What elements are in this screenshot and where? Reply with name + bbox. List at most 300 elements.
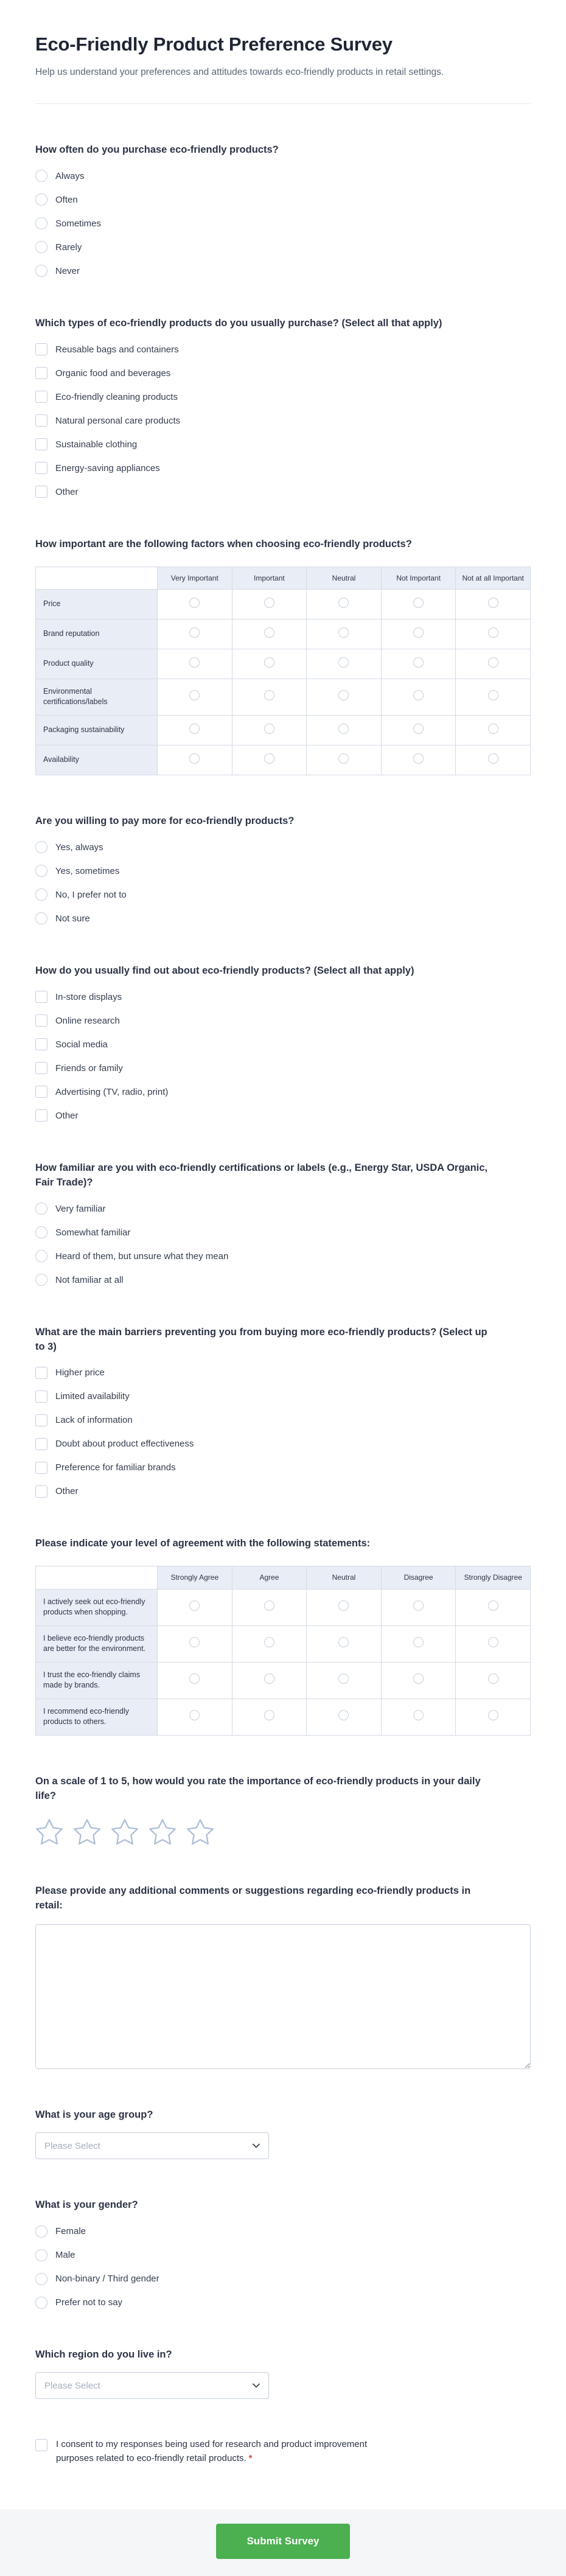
matrix-cell[interactable]	[381, 1698, 456, 1735]
matrix-cell[interactable]	[381, 619, 456, 649]
option-label: Never	[55, 265, 80, 276]
matrix-cell[interactable]	[232, 745, 307, 775]
radio-icon	[264, 1600, 274, 1611]
option-label: Male	[55, 2250, 75, 2261]
radio-icon	[189, 1600, 200, 1611]
radio-option[interactable]	[35, 2249, 531, 2261]
select-placeholder: Please Select	[44, 2140, 100, 2151]
checkbox-icon	[35, 991, 47, 1003]
option-label: Not familiar at all	[55, 1274, 124, 1285]
option-label: Other	[55, 1110, 79, 1121]
matrix-cell[interactable]	[381, 679, 456, 715]
option-label: In-store displays	[55, 991, 122, 1002]
matrix-cell[interactable]	[307, 1589, 382, 1625]
checkbox-icon	[35, 1485, 47, 1498]
matrix-cell[interactable]	[232, 1589, 307, 1625]
radio-icon	[35, 2273, 47, 2285]
radio-option[interactable]	[35, 2272, 531, 2285]
radio-icon	[189, 1637, 200, 1647]
radio-icon	[264, 657, 274, 668]
matrix-column-header: Strongly Disagree	[456, 1566, 531, 1589]
matrix-cell[interactable]	[456, 649, 531, 679]
radio-icon	[35, 1202, 47, 1215]
option-label: Not sure	[55, 913, 90, 924]
matrix-corner-cell	[36, 1566, 158, 1589]
options-list	[35, 170, 531, 277]
checkbox-icon	[35, 1462, 47, 1474]
radio-option[interactable]	[35, 265, 531, 277]
radio-icon	[189, 657, 200, 668]
matrix-cell[interactable]	[307, 589, 382, 619]
submit-button[interactable]: Submit Survey	[216, 2524, 349, 2559]
question-discovery-channels	[35, 964, 531, 1122]
checkbox-icon	[35, 1367, 47, 1379]
matrix-cell[interactable]	[456, 745, 531, 775]
checkbox-icon	[35, 1014, 47, 1027]
question-label: How do you usually find out about eco-friendly products? (Select all that apply)	[35, 965, 414, 976]
matrix-cell[interactable]	[381, 1662, 456, 1698]
radio-icon	[35, 1250, 47, 1262]
option-label: Organic food and beverages	[55, 368, 171, 379]
radio-icon	[264, 753, 274, 764]
radio-icon	[35, 865, 47, 877]
radio-option[interactable]	[35, 2296, 531, 2309]
checkbox-icon	[35, 1391, 47, 1403]
matrix-row-label: I actively seek out eco-friendly products when shopping.	[36, 1589, 158, 1625]
option-label: Higher price	[55, 1367, 105, 1378]
radio-icon	[413, 627, 424, 638]
radio-option[interactable]	[35, 888, 531, 901]
matrix-row-label: Price	[36, 589, 158, 619]
matrix-row-label: Product quality	[36, 649, 158, 679]
radio-icon	[338, 1710, 349, 1720]
matrix-cell[interactable]	[456, 715, 531, 745]
radio-option[interactable]	[35, 1202, 531, 1215]
matrix-row	[36, 589, 531, 619]
matrix-cell[interactable]	[456, 1589, 531, 1625]
checkbox-option[interactable]	[35, 1414, 531, 1426]
checkbox-icon	[35, 414, 47, 427]
option-label: Non-binary / Third gender	[55, 2274, 159, 2285]
question-pay-more	[35, 814, 531, 925]
matrix-column-header: Disagree	[381, 1566, 456, 1589]
checkbox-option[interactable]	[35, 438, 531, 451]
question-comments	[35, 1884, 531, 2069]
star-icon	[186, 1819, 214, 1845]
question-label: How often do you purchase eco-friendly products?	[35, 144, 279, 155]
matrix-cell[interactable]	[232, 1662, 307, 1698]
matrix-cell[interactable]	[307, 679, 382, 715]
matrix-cell[interactable]	[456, 1698, 531, 1735]
radio-icon	[338, 657, 349, 668]
checkbox-option[interactable]	[35, 991, 531, 1004]
matrix-cell[interactable]	[307, 649, 382, 679]
matrix-row-label: Availability	[36, 745, 158, 775]
radio-icon	[35, 194, 47, 206]
radio-icon	[413, 1600, 424, 1611]
matrix-row	[36, 619, 531, 649]
checkbox-icon	[35, 367, 47, 379]
option-label: Rarely	[55, 242, 82, 253]
checkbox-icon	[35, 1062, 47, 1074]
radio-icon	[264, 627, 274, 638]
radio-option[interactable]	[35, 865, 531, 878]
radio-icon	[488, 753, 498, 764]
matrix-header-row	[36, 1566, 531, 1589]
checkbox-icon	[35, 1438, 47, 1450]
select-placeholder: Please Select	[44, 2380, 100, 2391]
option-label: Limited availability	[55, 1391, 130, 1402]
matrix-cell[interactable]	[307, 715, 382, 745]
consent-checkbox-row[interactable]	[35, 2438, 531, 2465]
star-icon	[111, 1819, 139, 1845]
consent-label: I consent to my responses being used for research and product improvement purposes related to eco-friendly retail products. *	[56, 2439, 368, 2463]
radio-option[interactable]	[35, 912, 531, 925]
checkbox-option[interactable]	[35, 1062, 531, 1075]
checkbox-option[interactable]	[35, 1461, 531, 1474]
radio-icon	[189, 690, 200, 700]
form-header	[35, 33, 531, 79]
question-label: Please indicate your level of agreement with the following statements:	[35, 1538, 371, 1549]
radio-option[interactable]	[35, 1226, 531, 1239]
radio-icon	[488, 1600, 498, 1611]
matrix-cell[interactable]	[158, 649, 232, 679]
radio-icon	[488, 598, 498, 608]
matrix-cell[interactable]	[232, 589, 307, 619]
matrix-cell[interactable]	[232, 715, 307, 745]
matrix-cell[interactable]	[307, 1625, 382, 1662]
radio-icon	[35, 841, 47, 853]
matrix-cell[interactable]	[232, 1625, 307, 1662]
option-label: Yes, sometimes	[55, 865, 120, 876]
question-agreement-matrix	[35, 1537, 531, 1735]
option-label: Somewhat familiar	[55, 1227, 131, 1238]
matrix-column-header: Agree	[232, 1566, 307, 1589]
matrix-column-header: Not Important	[381, 567, 456, 589]
matrix-column-header: Neutral	[307, 1566, 382, 1589]
option-label: Other	[55, 1486, 79, 1497]
matrix-cell[interactable]	[307, 745, 382, 775]
option-label: Sustainable clothing	[55, 439, 138, 450]
matrix-cell[interactable]	[456, 1662, 531, 1698]
question-product-types	[35, 316, 531, 498]
checkbox-icon	[35, 438, 47, 450]
question-label: Which region do you live in?	[35, 2349, 172, 2361]
matrix-cell[interactable]	[158, 715, 232, 745]
radio-option[interactable]	[35, 170, 531, 183]
matrix-cell[interactable]	[158, 745, 232, 775]
checkbox-option[interactable]	[35, 462, 531, 475]
question-label: Please provide any additional comments or suggestions regarding eco-friendly products in retail:	[35, 1885, 471, 1911]
chevron-down-icon	[253, 2143, 260, 2148]
option-label: Other	[55, 486, 79, 497]
radio-option[interactable]	[35, 194, 531, 206]
matrix-cell[interactable]	[232, 679, 307, 715]
matrix-column-header: Not at all Important	[456, 567, 531, 589]
matrix-cell[interactable]	[158, 1698, 232, 1735]
question-label: Are you willing to pay more for eco-friendly products?	[35, 815, 295, 826]
age-group-select[interactable]	[35, 2132, 269, 2159]
importance-matrix-table	[35, 567, 531, 775]
checkbox-option[interactable]	[35, 1014, 531, 1027]
checkbox-option[interactable]	[35, 414, 531, 427]
radio-icon	[35, 2297, 47, 2309]
radio-icon	[488, 627, 498, 638]
matrix-cell[interactable]	[307, 619, 382, 649]
radio-icon	[413, 724, 424, 734]
agreement-matrix-table	[35, 1566, 531, 1735]
radio-icon	[413, 1674, 424, 1684]
checkbox-option[interactable]	[35, 391, 531, 403]
option-label: Always	[55, 170, 85, 181]
option-label: Online research	[55, 1015, 120, 1026]
options-list	[35, 841, 531, 925]
matrix-column-header: Very Important	[158, 567, 232, 589]
matrix-column-header: Important	[232, 567, 307, 589]
checkbox-icon	[35, 343, 47, 355]
matrix-row-label: I believe eco-friendly products are better for the environment.	[36, 1625, 158, 1662]
radio-icon	[264, 1637, 274, 1647]
matrix-cell[interactable]	[307, 1698, 382, 1735]
radio-icon	[413, 598, 424, 608]
options-list	[35, 991, 531, 1122]
matrix-header-row	[36, 567, 531, 589]
chevron-down-icon	[253, 2383, 260, 2388]
option-label: Prefer not to say	[55, 2297, 123, 2308]
form-footer	[0, 2509, 566, 2576]
comments-textarea[interactable]	[35, 1924, 531, 2069]
question-label: How familiar are you with eco-friendly certifications or labels (e.g., Energy Star, USDA Organic, Fair Trade)?	[35, 1162, 487, 1188]
radio-option[interactable]	[35, 1274, 531, 1286]
checkbox-option[interactable]	[35, 1038, 531, 1051]
question-label: What are the main barriers preventing you from buying more eco-friendly products? (Select up to 3)	[35, 1326, 487, 1352]
radio-icon	[413, 1637, 424, 1647]
options-list	[35, 1202, 531, 1286]
checkbox-option[interactable]	[35, 1390, 531, 1403]
matrix-row	[36, 1698, 531, 1735]
matrix-row	[36, 1589, 531, 1625]
radio-option[interactable]	[35, 241, 531, 254]
question-gender	[35, 2198, 531, 2309]
checkbox-icon	[35, 1038, 47, 1050]
matrix-cell[interactable]	[158, 1625, 232, 1662]
matrix-cell[interactable]	[456, 589, 531, 619]
radio-icon	[264, 724, 274, 734]
matrix-row	[36, 649, 531, 679]
radio-icon	[35, 217, 47, 229]
radio-icon	[413, 753, 424, 764]
radio-icon	[338, 724, 349, 734]
matrix-cell[interactable]	[232, 649, 307, 679]
radio-icon	[264, 598, 274, 608]
matrix-cell[interactable]	[456, 1625, 531, 1662]
radio-icon	[488, 1710, 498, 1720]
question-label: Which types of eco-friendly products do you usually purchase? (Select all that apply)	[35, 317, 442, 329]
matrix-cell[interactable]	[381, 715, 456, 745]
radio-icon	[189, 753, 200, 764]
star-option-1[interactable]	[35, 1819, 63, 1845]
radio-icon	[413, 657, 424, 668]
radio-option[interactable]	[35, 2225, 531, 2238]
checkbox-icon	[35, 1109, 47, 1122]
question-label: What is your age group?	[35, 2109, 153, 2121]
option-label: Yes, always	[55, 842, 103, 853]
matrix-row	[36, 1625, 531, 1662]
star-icon	[35, 1819, 63, 1845]
form-title: Eco-Friendly Product Preference Survey	[35, 33, 393, 55]
option-label: Natural personal care products	[55, 415, 181, 426]
radio-icon	[35, 1274, 47, 1286]
radio-icon	[488, 690, 498, 700]
question-label: What is your gender?	[35, 2199, 138, 2211]
options-list	[35, 343, 531, 498]
option-label: Social media	[55, 1039, 108, 1050]
radio-icon	[35, 2249, 47, 2261]
radio-icon	[189, 1710, 200, 1720]
radio-icon	[338, 1637, 349, 1647]
checkbox-option[interactable]	[35, 367, 531, 380]
options-list	[35, 1366, 531, 1498]
question-label: How important are the following factors when choosing eco-friendly products?	[35, 538, 412, 550]
radio-icon	[264, 1674, 274, 1684]
option-label: Female	[55, 2226, 86, 2237]
matrix-row	[36, 679, 531, 715]
radio-icon	[264, 1710, 274, 1720]
question-age-group	[35, 2108, 531, 2159]
radio-icon	[338, 753, 349, 764]
star-rating	[35, 1819, 531, 1845]
question-importance-matrix	[35, 537, 531, 775]
radio-icon	[338, 627, 349, 638]
region-select[interactable]	[35, 2372, 269, 2399]
radio-option[interactable]	[35, 1250, 531, 1263]
matrix-row-label: Brand reputation	[36, 619, 158, 649]
matrix-row	[36, 715, 531, 745]
option-label: Advertising (TV, radio, print)	[55, 1086, 169, 1097]
question-label: On a scale of 1 to 5, how would you rate the importance of eco-friendly products in your daily life?	[35, 1775, 481, 1801]
checkbox-option[interactable]	[35, 1109, 531, 1122]
matrix-row-label: Packaging sustainability	[36, 715, 158, 745]
matrix-row-label: I trust the eco-friendly claims made by brands.	[36, 1662, 158, 1698]
checkbox-icon	[35, 1414, 47, 1426]
radio-option[interactable]	[35, 841, 531, 854]
matrix-cell[interactable]	[158, 1662, 232, 1698]
checkbox-option[interactable]	[35, 1366, 531, 1379]
option-label: Doubt about product effectiveness	[55, 1439, 194, 1450]
required-asterisk: *	[248, 2452, 253, 2463]
option-label: Heard of them, but unsure what they mean	[55, 1251, 229, 1262]
matrix-row-label: I recommend eco-friendly products to others.	[36, 1698, 158, 1735]
option-label: Sometimes	[55, 218, 102, 229]
matrix-column-header: Neutral	[307, 567, 382, 589]
star-option-4[interactable]	[148, 1819, 176, 1845]
matrix-cell[interactable]	[158, 1589, 232, 1625]
question-region	[35, 2348, 531, 2399]
radio-option[interactable]	[35, 217, 531, 230]
matrix-cell[interactable]	[232, 619, 307, 649]
radio-icon	[488, 657, 498, 668]
matrix-cell[interactable]	[381, 1625, 456, 1662]
star-option-5[interactable]	[186, 1819, 214, 1845]
radio-icon	[413, 690, 424, 700]
star-icon	[73, 1819, 101, 1845]
option-label: Lack of information	[55, 1415, 133, 1426]
option-label: Eco-friendly cleaning products	[55, 391, 178, 402]
matrix-cell[interactable]	[381, 589, 456, 619]
header-divider	[35, 103, 531, 104]
checkbox-option[interactable]	[35, 1086, 531, 1098]
option-label: Friends or family	[55, 1063, 123, 1073]
radio-icon	[189, 598, 200, 608]
star-icon	[148, 1819, 176, 1845]
radio-icon	[189, 1674, 200, 1684]
matrix-cell[interactable]	[158, 619, 232, 649]
radio-icon	[488, 1637, 498, 1647]
checkbox-option[interactable]	[35, 1485, 531, 1498]
option-label: No, I prefer not to	[55, 889, 127, 900]
radio-icon	[338, 1674, 349, 1684]
checkbox-icon	[35, 462, 47, 474]
checkbox-icon	[35, 1086, 47, 1098]
form-subtitle: Help us understand your preferences and attitudes towards eco-friendly products in retail settings.	[35, 66, 444, 77]
option-label: Energy-saving appliances	[55, 462, 160, 473]
radio-icon	[35, 170, 47, 182]
matrix-row	[36, 1662, 531, 1698]
matrix-cell[interactable]	[456, 679, 531, 715]
checkbox-icon	[35, 486, 47, 498]
radio-icon	[338, 690, 349, 700]
radio-icon	[189, 724, 200, 734]
radio-icon	[338, 1600, 349, 1611]
question-certification-familiarity	[35, 1161, 531, 1286]
matrix-row-label: Environmental certifications/labels	[36, 679, 158, 715]
matrix-corner-cell	[36, 567, 158, 589]
matrix-cell[interactable]	[381, 745, 456, 775]
radio-icon	[35, 1226, 47, 1238]
matrix-cell[interactable]	[381, 649, 456, 679]
matrix-cell[interactable]	[381, 1589, 456, 1625]
question-purchase-frequency	[35, 143, 531, 277]
question-barriers	[35, 1325, 531, 1498]
radio-icon	[35, 2225, 47, 2238]
checkbox-option[interactable]	[35, 486, 531, 498]
matrix-cell[interactable]	[307, 1662, 382, 1698]
star-option-2[interactable]	[73, 1819, 101, 1845]
question-importance-rating	[35, 1775, 531, 1846]
checkbox-option[interactable]	[35, 1437, 531, 1450]
option-label: Preference for familiar brands	[55, 1462, 176, 1473]
radio-icon	[264, 690, 274, 700]
matrix-cell[interactable]	[158, 679, 232, 715]
matrix-cell[interactable]	[456, 619, 531, 649]
matrix-cell[interactable]	[158, 589, 232, 619]
matrix-column-header: Strongly Agree	[158, 1566, 232, 1589]
radio-icon	[338, 598, 349, 608]
checkbox-icon	[35, 2439, 47, 2451]
star-option-3[interactable]	[111, 1819, 139, 1845]
radio-icon	[35, 241, 47, 253]
checkbox-icon	[35, 391, 47, 403]
radio-icon	[413, 1710, 424, 1720]
option-label: Often	[55, 194, 78, 205]
matrix-cell[interactable]	[232, 1698, 307, 1735]
checkbox-option[interactable]	[35, 343, 531, 356]
option-label: Very familiar	[55, 1203, 106, 1214]
radio-icon	[189, 627, 200, 638]
radio-icon	[35, 265, 47, 277]
radio-icon	[35, 888, 47, 901]
radio-icon	[488, 1674, 498, 1684]
